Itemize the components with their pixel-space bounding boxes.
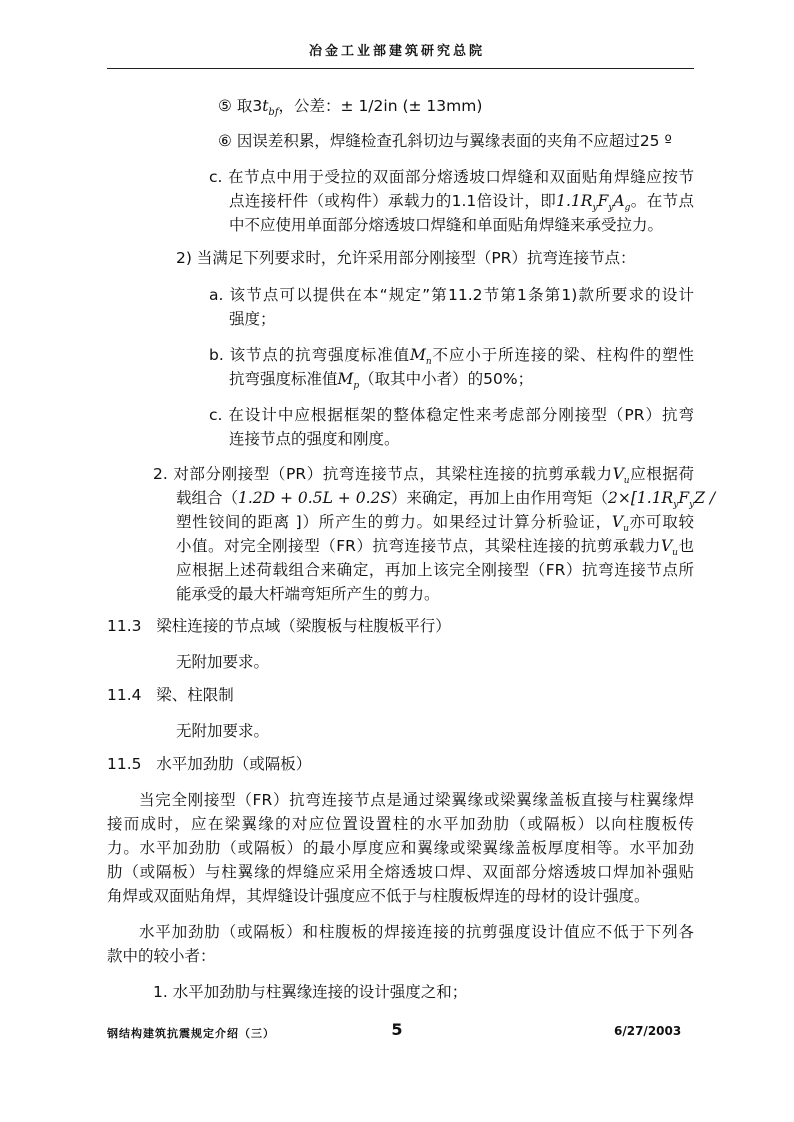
item-c2-line2: 连接节点的强度和刚度。 <box>229 430 400 448</box>
section-11-3-body: 无附加要求。 <box>176 653 270 671</box>
item-c1-line2-pre: 点连接杆件（或构件）承载力的1.1倍设计，即 <box>229 192 557 210</box>
item-n2-load-combo: 1.2D + 0.5L + 0.2S <box>238 489 391 507</box>
item-b-line1-post: 不应小于所连接的梁、柱构件的塑性 <box>431 346 694 364</box>
item-b-line2-pre: 抗弯强度标准值 <box>229 370 338 388</box>
section-11-4-title: 梁、柱限制 <box>156 686 234 704</box>
item-6: ⑥ 因误差积累，焊缝检查孔斜切边与翼缘表面的夹角不应超过25 º <box>218 132 672 150</box>
para1-line4: 肋（或隔板）与柱翼缘的焊缝应采用全熔透坡口焊、双面部分熔透坡口焊加补强贴 <box>107 863 694 881</box>
item-b-Mn: $M_n$ <box>409 346 432 368</box>
footer-page-number: 5 <box>391 1020 403 1039</box>
item-c1-line1: c. 在节点中用于受拉的双面部分熔透坡口焊缝和双面贴角焊缝应按节 <box>209 168 694 186</box>
item-n2-line5: 应根据上述荷载组合来确定，再加上该完全刚接型（FR）抗弯连接节点所 <box>176 561 694 579</box>
item-5-prefix: ⑤ 取3 <box>218 97 263 115</box>
para1-line5: 角焊或双面贴角焊，其焊缝设计强度应不低于与柱腹板焊连的母材的设计强度。 <box>107 887 650 905</box>
section-11-5-number: 11.5 <box>107 755 142 773</box>
header-rule <box>107 68 694 69</box>
item-c1-line2-post: 。在节点 <box>630 192 694 210</box>
item-5-t: t <box>262 97 269 115</box>
item-n2-line6: 能承受的最大杆端弯矩所产生的剪力。 <box>176 585 440 603</box>
para1-line3: 力。水平加劲肋（或隔板）的最小厚度应和翼缘或梁翼缘盖板厚度相等。水平加劲 <box>107 839 694 857</box>
section-11-3-number: 11.3 <box>107 617 142 635</box>
para1-line1: 当完全刚接型（FR）抗弯连接节点是通过梁翼缘或梁翼缘盖板直接与柱翼缘焊 <box>139 791 694 809</box>
item-n2-l1-pre: 2. 对部分刚接型（PR）抗弯连接节点，其梁柱连接的抗剪承载力 <box>153 465 613 483</box>
item-a-line2: 强度； <box>229 310 276 328</box>
section-11-4-body: 无附加要求。 <box>176 722 270 740</box>
item-n2-l2-mid: ）来确定，再加上由作用弯矩（ <box>391 489 609 507</box>
item-n2-l4-pre: 小值。对完全刚接型（FR）抗弯连接节点，其梁柱连接的抗剪承载力 <box>176 537 661 555</box>
para2-line1: 水平加劲肋（或隔板）和柱腹板的焊接连接的抗剪强度设计值应不低于下列各 <box>139 923 694 941</box>
item-n2-Vu-3: $V_u$ <box>660 537 678 559</box>
item-5-suffix: ，公差：± 1/2in (± 13mm) <box>278 97 483 115</box>
item-c1-formula: $1.1R_yF_yA_g$ <box>556 192 631 214</box>
item-n2-Vu-1: $V_u$ <box>612 465 630 487</box>
section-11-4-heading <box>107 683 234 707</box>
section-11-5-title: 水平加劲肋（或隔板） <box>156 755 312 773</box>
footer-doc-title: 钢结构建筑抗震规定介绍（三） <box>107 1027 275 1040</box>
item-b-line2-post: （取其中小者）的50%； <box>359 370 534 388</box>
item-b-line2 <box>229 367 533 398</box>
item-n2-l3-pre: 塑性铰间的距离 ]）所产生的剪力。如果经过计算分析验证， <box>176 513 612 531</box>
item-n2-l2-pre: 载组合（ <box>176 489 239 507</box>
item-n2-l4-post: 也 <box>677 537 694 555</box>
item-n2-l1-post: 应根据荷 <box>629 465 694 483</box>
para2-line2: 款中的较小者： <box>107 947 216 965</box>
item-a-line1: a. 该节点可以提供在本“规定”第11.2节第1条第1)款所要求的设计 <box>209 286 694 304</box>
section-11-5-heading <box>107 752 311 776</box>
item-c1-line3: 中不应使用单面部分熔透坡口焊缝和单面贴角焊缝来承受拉力。 <box>229 216 664 234</box>
item-2-intro: 2) 当满足下列要求时，允许采用部分刚接型（PR）抗弯连接节点： <box>176 249 636 267</box>
list-item-1: 1. 水平加劲肋与柱翼缘连接的设计强度之和； <box>153 983 468 1001</box>
item-5 <box>218 94 482 125</box>
item-c2-line1: c. 在设计中应根据框架的整体稳定性来考虑部分刚接型（PR）抗弯 <box>209 406 694 424</box>
item-b-line1-pre: b. 该节点的抗弯强度标准值 <box>209 346 410 364</box>
item-n2-moment: $2\times[1.1R_yF_yZ$ / <box>608 489 716 511</box>
section-11-4-number: 11.4 <box>107 686 142 704</box>
section-11-3-heading <box>107 614 451 638</box>
item-5-sub: bf <box>268 107 279 119</box>
item-n2-Vu-2: $V_u$ <box>611 513 629 535</box>
section-11-3-title: 梁柱连接的节点域（梁腹板与柱腹板平行） <box>156 617 451 635</box>
item-b-Mp: $M_p$ <box>337 370 360 392</box>
para1-line2: 接而成时，应在梁翼缘的对应位置设置柱的水平加劲肋（或隔板）以向柱腹板传 <box>107 815 694 833</box>
footer-date: 6/27/2003 <box>614 1024 682 1038</box>
page-header-title: 冶金工业部建筑研究总院 <box>308 44 485 59</box>
item-n2-l3-post: 亦可取较 <box>628 513 694 531</box>
